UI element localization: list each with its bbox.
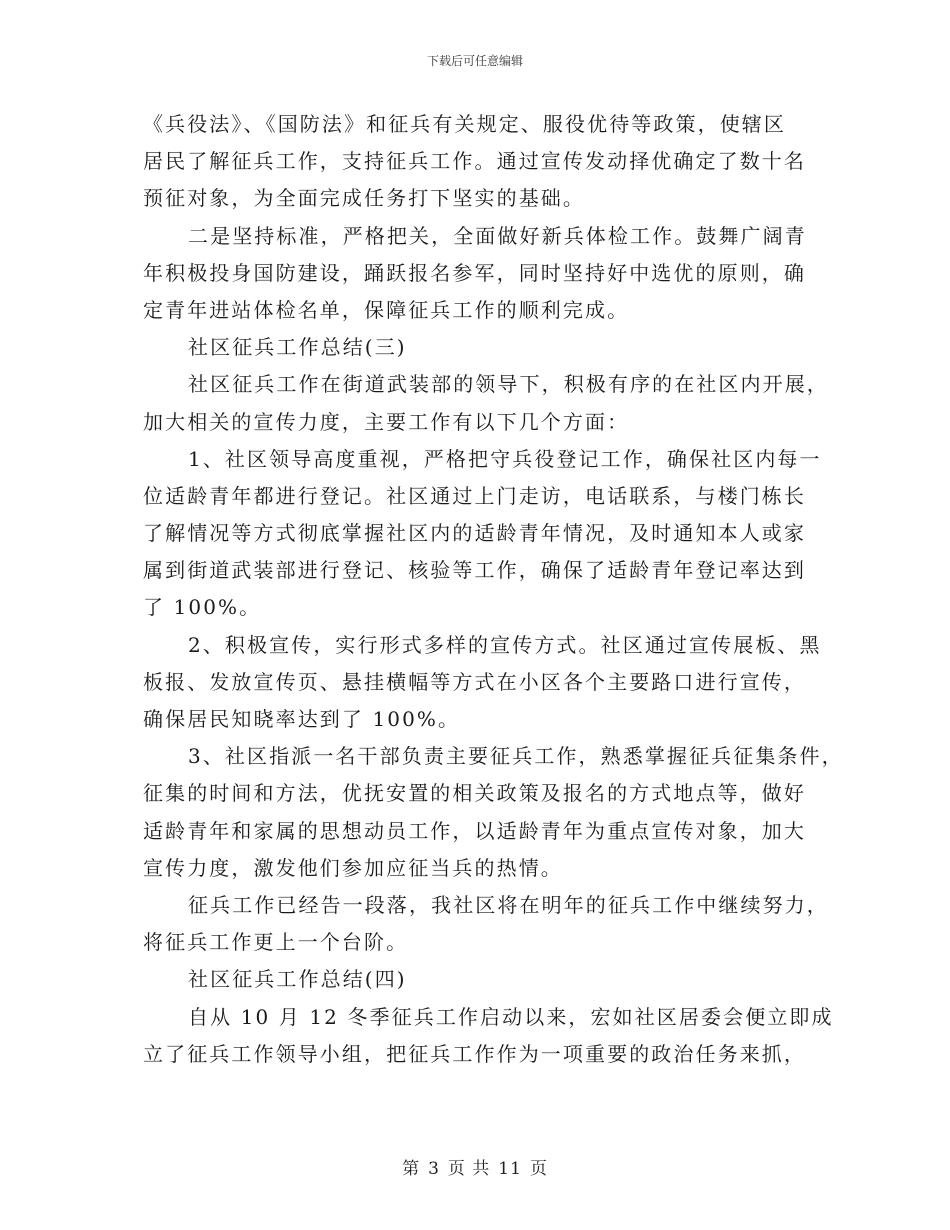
section-heading: 社区征兵工作总结(三) <box>188 335 407 360</box>
text-line: 定青年进站体检名单，保障征兵工作的顺利完成。 <box>143 297 630 322</box>
text-line: 板报、发放宣传页、悬挂横幅等方式在小区各个主要路口进行宣传， <box>143 669 806 694</box>
text-line: 宣传力度，激发他们参加应征当兵的热情。 <box>143 855 563 880</box>
text-line: 《兵役法》、《国防法》和征兵有关规定、服役优待等政策，使辖区 <box>143 112 786 136</box>
footer-middle: 页 共 <box>447 1159 491 1179</box>
text-line: 属到街道武装部进行登记、核验等工作，确保了适龄青年登记率达到 <box>143 558 806 583</box>
paragraph-start-line: 二是坚持标准，严格把关，全面做好新兵体检工作。鼓舞广阔青 <box>188 223 807 248</box>
paragraph-start-line: 自从 10 月 12 冬季征兵工作启动以来，宏如社区居委会便立即成 <box>188 1004 834 1029</box>
paragraph-start-line: 社区征兵工作在街道武装部的领导下，积极有序的在社区内开展， <box>188 372 829 397</box>
page-footer <box>0 1154 950 1179</box>
total-page-count: 11 <box>498 1159 522 1179</box>
paragraph-start-line: 1、社区领导高度重视，严格把守兵役登记工作，确保社区内每一 <box>188 446 822 471</box>
text-line: 了 100%。 <box>143 595 262 620</box>
text-line: 将征兵工作更上一个台阶。 <box>143 930 409 955</box>
footer-prefix: 第 <box>402 1159 421 1179</box>
footer-suffix: 页 <box>529 1159 548 1179</box>
text-line: 适龄青年和家属的思想动员工作，以适龄青年为重点宣传对象，加大 <box>143 818 806 843</box>
text-line: 了解情况等方式彻底掌握社区内的适龄青年情况，及时通知本人或家 <box>143 521 806 546</box>
text-line: 居民了解征兵工作，支持征兵工作。通过宣传发动择优确定了数十名 <box>143 149 806 174</box>
text-line: 位适龄青年都进行登记。社区通过上门走访，电话联系，与楼门栋长 <box>143 483 806 508</box>
document-body <box>143 106 844 1073</box>
paragraph-start-line: 征兵工作已经告一段落，我社区将在明年的征兵工作中继续努力， <box>188 892 829 917</box>
text-line: 加大相关的宣传力度，主要工作有以下几个方面： <box>143 409 630 434</box>
paragraph-start-line: 2、积极宣传，实行形式多样的宣传方式。社区通过宣传展板、黑 <box>188 632 822 657</box>
section-heading: 社区征兵工作总结(四) <box>188 967 407 992</box>
paragraph-start-line: 3、社区指派一名干部负责主要征兵工作，熟悉掌握征兵征集条件， <box>188 744 844 769</box>
page-header: 下载后可任意编辑 <box>426 54 523 68</box>
text-line: 立了征兵工作领导小组，把征兵工作作为一项重要的政治任务来抓， <box>143 1041 806 1066</box>
text-line: 年积极投身国防建设，踊跃报名参军，同时坚持好中选优的原则，确 <box>143 260 806 285</box>
text-line: 征集的时间和方法，优抚安置的相关政策及报名的方式地点等，做好 <box>143 781 806 806</box>
current-page-number: 3 <box>428 1159 440 1179</box>
text-line: 预征对象，为全面完成任务打下坚实的基础。 <box>143 186 585 211</box>
text-line: 确保居民知晓率达到了 100%。 <box>143 707 461 731</box>
